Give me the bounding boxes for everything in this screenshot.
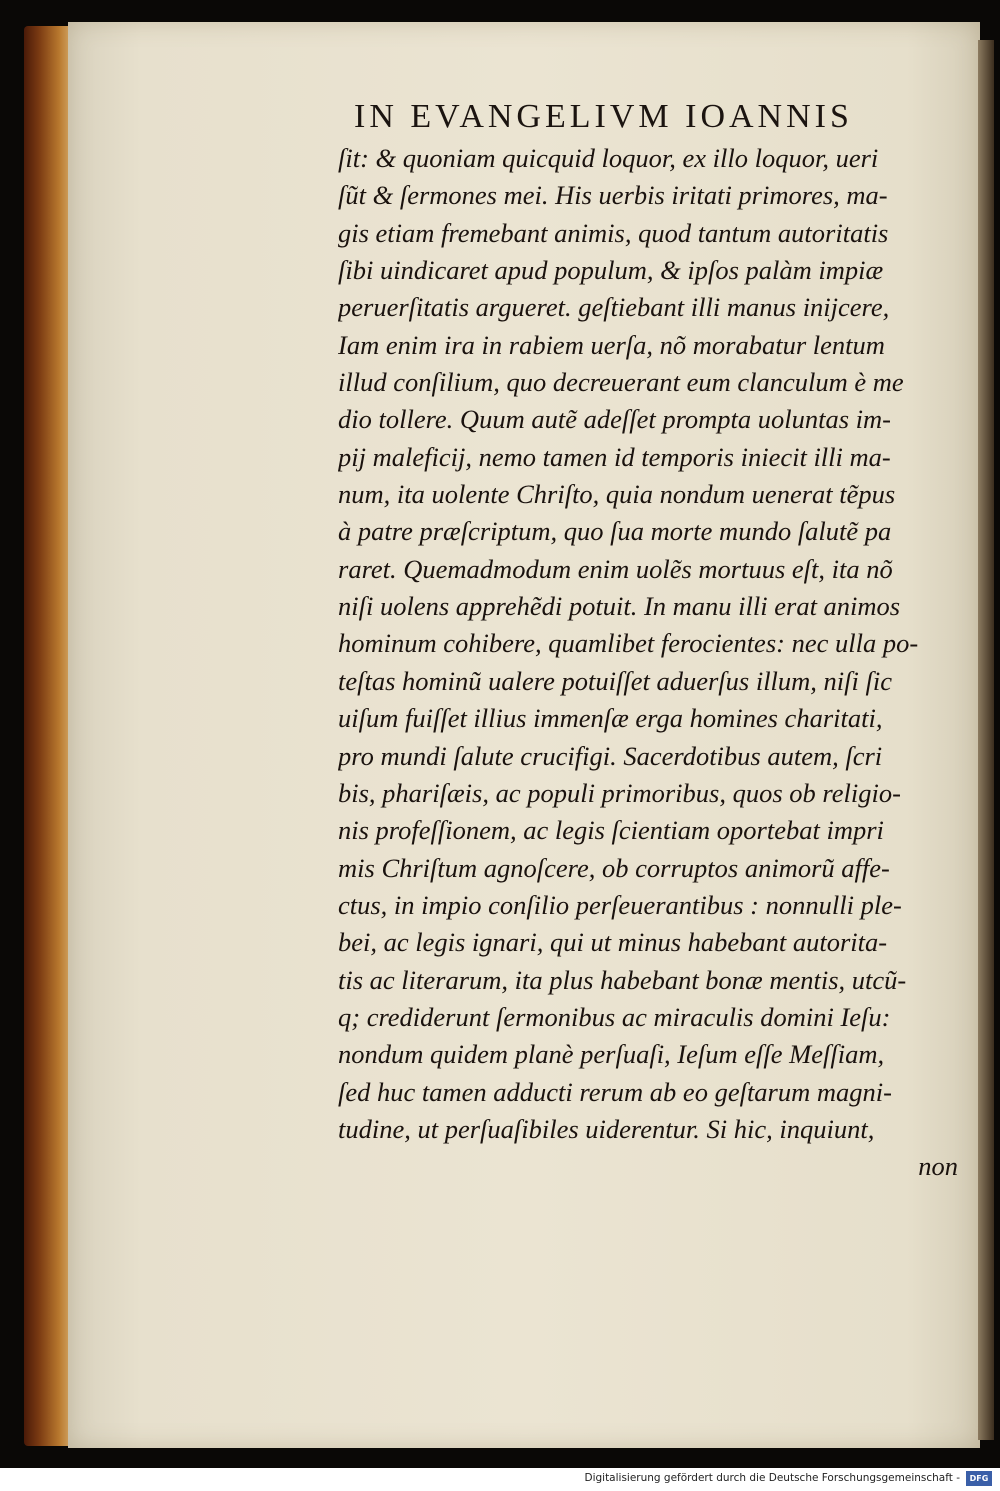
text-line: gis etiam fremebant animis, quod tantum autoritatis (338, 217, 889, 248)
text-line: mis Chriſtum agnoſcere, ob corruptos animorũ affe- (338, 852, 890, 883)
text-line: q; crediderunt ſermonibus ac miraculis domini Ieſu: (338, 1001, 891, 1032)
text-line: peruerſitatis argueret. geſtiebant illi manus iniјcere, (338, 292, 890, 323)
text-line: nis profeſſionem, ac legis ſcientiam oportebat impri (338, 815, 884, 846)
text-line: illud conſilium, quo decreuerant eum clanculum è me (338, 367, 904, 398)
text-line: tudine, ut perſuaſibiles uiderentur. Si hic, inquiunt, (338, 1113, 875, 1144)
catchword: non (918, 1151, 958, 1182)
text-line: ſed huc tamen adducti rerum ab eo geſtarum magni- (338, 1076, 892, 1107)
footer-bar (0, 1468, 1000, 1491)
text-line: tis ac literarum, ita plus habebant bonæ mentis, utcũ- (338, 964, 907, 995)
funding-credit: Digitalisierung gefördert durch die Deutsche Forschungsgemeinschaft - (584, 1472, 960, 1484)
text-line: raret. Quemadmodum enim uolẽs mortuus eſt, ita nõ (338, 553, 893, 584)
text-line: pij maleficij, nemo tamen id temporis iniecit illi ma- (338, 441, 891, 472)
dfg-logo: DFG (966, 1471, 992, 1486)
text-line: ctus, in impio conſilio perſeuerantibus : nonnulli ple- (338, 889, 902, 920)
text-line: ſit: & quoniam quicquid loquor, ex illo loquor, ueri (338, 143, 879, 173)
book-binding-edge (978, 40, 994, 1440)
text-line: nondum quidem planè perſuaſi, Ieſum eſſe Meſſiam, (338, 1039, 885, 1070)
text-line: pro mundi ſalute crucifigi. Sacerdotibus autem, ſcri (338, 740, 883, 771)
running-head: IN EVANGELIVM IOANNIS (354, 98, 853, 135)
text-line: dio tollere. Quum autẽ adeſſet prompta uoluntas im- (338, 404, 892, 435)
text-line: ſũt & ſermones mei. His uerbis iritati primores, ma- (338, 180, 888, 211)
text-line: teſtas hominũ ualere potuiſſet aduerſus illum, niſi ſic (338, 665, 893, 696)
book-fore-edge (24, 26, 74, 1446)
text-block (338, 140, 968, 1186)
text-line: bis, phariſæis, ac populi primoribus, quos ob religio- (338, 777, 901, 808)
text-line: hominum cohibere, quamlibet ferocientes: nec ulla po- (338, 628, 919, 659)
text-line: uiſum fuiſſet illius immenſæ erga homines charitati, (338, 703, 883, 734)
text-line: ſibi uindicaret apud populum, & ipſos palàm impiæ (338, 255, 884, 286)
text-line: Iam enim ira in rabiem uerſa, nõ morabatur lentum (338, 329, 885, 360)
text-line: à patre præſcriptum, quo ſua morte mundo ſalutẽ pa (338, 516, 892, 547)
text-line: bei, ac legis ignari, qui ut minus habebant autorita- (338, 927, 888, 958)
text-line: num, ita uolente Chriſto, quia nondum uenerat tẽpus (338, 479, 896, 510)
text-line: niſi uolens apprehẽdi potuit. In manu illi erat animos (338, 591, 901, 622)
